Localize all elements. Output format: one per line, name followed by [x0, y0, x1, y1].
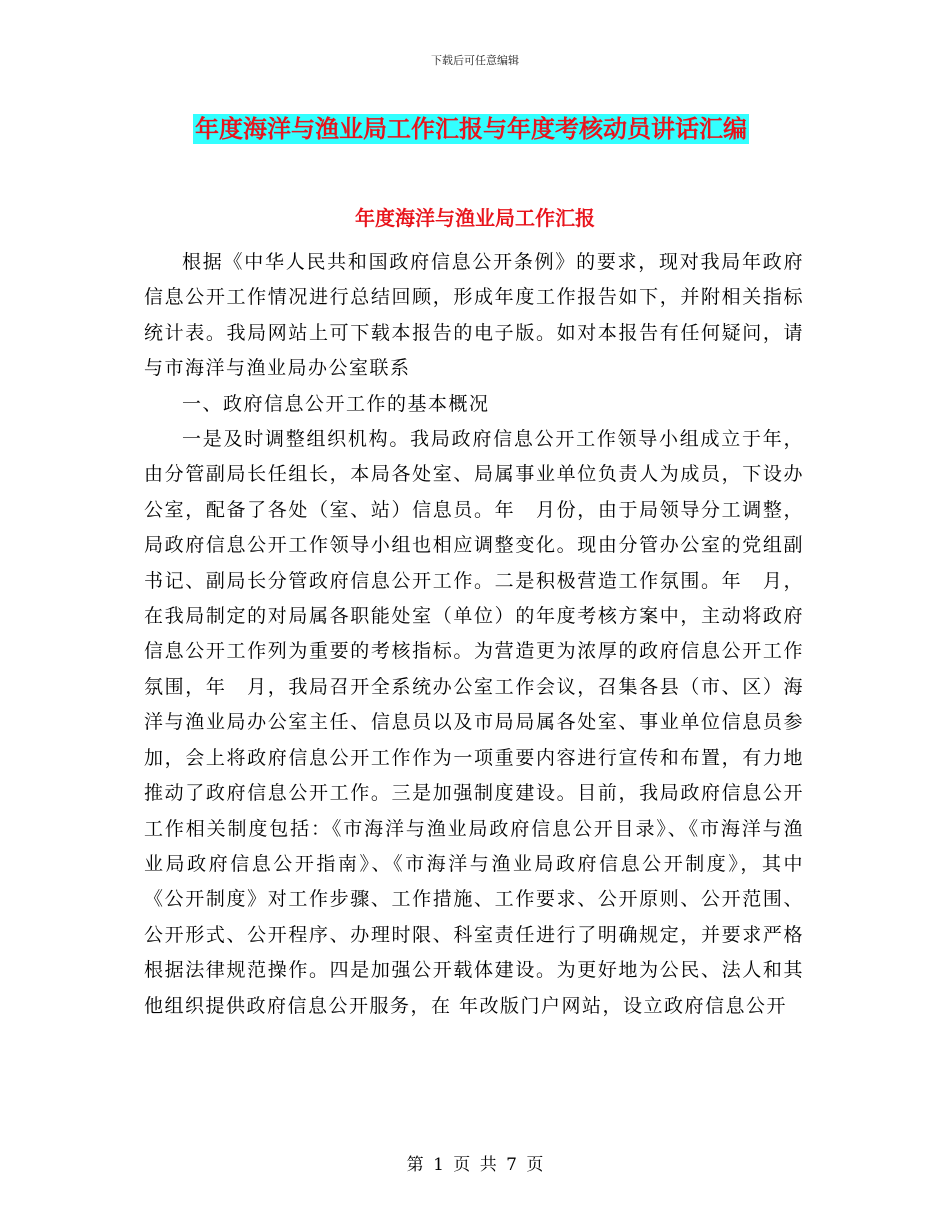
section-title: 年度海洋与渔业局工作汇报 [355, 206, 595, 230]
paragraph-heading-overview: 一、政府信息公开工作的基本概况 [182, 392, 490, 415]
page-header-note: 下载后可任意编辑 [431, 54, 519, 67]
paragraph-intro: 根据《中华人民共和国政府信息公开条例》的要求，现对我局年政府信息公开工作情况进行总结回顾，形成年度工作报告如下，并附相关指标统计表。我局网站上可下载本报告的电子版。如对本报告有任何疑问，请与市海洋与渔业局办公室联系 [144, 251, 804, 380]
document-body [144, 245, 804, 1024]
paragraph-details: 一是及时调整组织机构。我局政府信息公开工作领导小组成立于年，由分管副局长任组长，本局各处室、局属事业单位负责人为成员，下设办公室，配备了各处（室、站）信息员。年 月份，由于局领导分工调整，局政府信息公开工作领导小组也相应调整变化。现由分管办公室的党组副书记、副局长分管政府信息公开工作。二是积极营造工作氛围。年 月，在我局制定的对局属各职能处室（单位）的年度考核方案中，主动将政府信息公开工作列为重要的考核指标。为营造更为浓厚的政府信息公开工作氛围，年 月，我局召开全系统办公室工作会议，召集各县（市、区）海洋与渔业局办公室主任、信息员以及市局局属各处室、事业单位信息员参加，会上将政府信息公开工作作为一项重要内容进行宣传和布置，有力地推动了政府信息公开工作。三是加强制度建设。目前，我局政府信息公开工作相关制度包括：《市海洋与渔业局政府信息公开目录》、《市海洋与渔业局政府信息公开指南》、《市海洋与渔业局政府信息公开制度》，其中《公开制度》对工作步骤、工作措施、工作要求、公开原则、公开范围、公开形式、公开程序、办理时限、科室责任进行了明确规定，并要求严格根据法律规范操作。四是加强公开载体建设。为更好地为公民、法人和其他组织提供政府信息公开服务，在 年改版门户网站，设立政府信息公开 [144, 428, 804, 1017]
page-number: 第 1 页 共 7 页 [406, 1155, 544, 1175]
document-title: 年度海洋与渔业局工作汇报与年度考核动员讲话汇编 [195, 115, 747, 143]
